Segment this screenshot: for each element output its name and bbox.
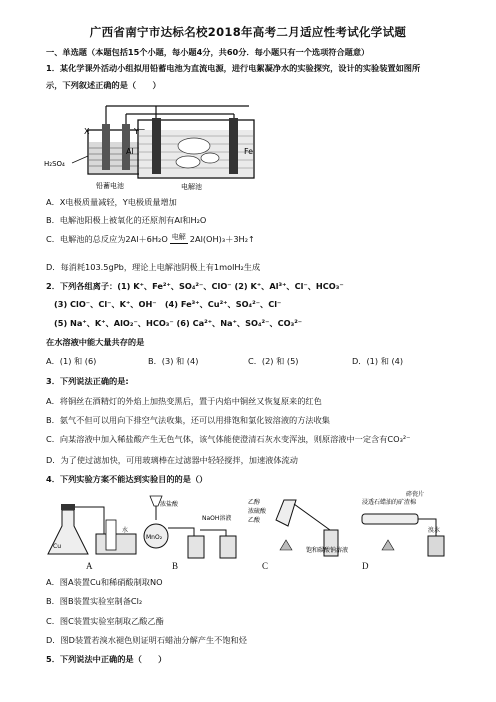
conc-h2so4-label: 浓硫酸 — [248, 508, 267, 515]
q2-ions-line2: (3) ClO⁻、Cl⁻、K⁺、OH⁻ (4) Fe³⁺、Cu²⁺、SO₄²⁻、Cl⁻ — [54, 299, 282, 309]
conc-hcl-label: 浓盐酸 — [160, 501, 179, 508]
porcelain-label: 碎瓷片 — [406, 491, 425, 498]
acetic-label: 乙酸 — [248, 517, 261, 524]
q2-ions-line1: 2．下列各组离子：(1) K⁺、Fe²⁺、SO₄²⁻、ClO⁻ (2) K⁺、Al³⁺、Cl⁻、HCO₃⁻ — [46, 281, 344, 291]
q1-stem-line1: 1．某化学课外活动小组拟用铅蓄电池为直流电源，进行电絮凝净水的实验探究，设计的实验装置如图所 — [46, 63, 421, 73]
page-title: 广西省南宁市达标名校2018年高考二月适应性考试化学试题 — [89, 25, 407, 39]
electrolytic-cell-caption: 电解池 — [181, 183, 202, 191]
fe-electrode-label: Fe — [244, 147, 254, 156]
q4-apparatus-figure — [44, 490, 454, 570]
mno2-label: MnO₂ — [146, 534, 163, 541]
q1-stem-line2: 示，下列叙述正确的是（ ） — [46, 80, 161, 90]
q2-ions-line3: (5) Na⁺、K⁺、AlO₂⁻、HCO₃⁻ (6) Ca²⁺、Na⁺、SO₄²⁻、CO₃²⁻ — [54, 318, 303, 328]
electrolytic-cell-figure — [126, 96, 266, 192]
naoh-label: NaOH溶液 — [202, 515, 232, 522]
figure-caption-d: D — [362, 561, 369, 571]
al-electrode-label: Al — [126, 147, 134, 156]
q2-option-b: B．(3) 和 (4) — [148, 356, 199, 366]
cu-label: Cu — [53, 543, 61, 550]
q3-option-d: D．为了使过滤加快，可用玻璃棒在过滤器中轻轻搅拌，加速液体流动 — [46, 455, 298, 465]
x-electrode-label: X — [84, 127, 90, 136]
section-heading: 一、单选题（本题包括15个小题，每小题4分，共60分．每小题只有一个选项符合题意） — [46, 47, 370, 57]
q1-option-d: D．每消耗103.5gPb，理论上电解池阴极上有1molH₂生成 — [46, 262, 261, 272]
q1-option-c-suffix: 2Al(OH)₃＋3H₂↑ — [189, 234, 255, 244]
y-electrode-label: Y — [134, 127, 139, 136]
q2-option-d: D．(1) 和 (4) — [352, 356, 404, 366]
q2-prompt: 在水溶液中能大量共存的是 — [46, 337, 145, 347]
q2-option-c: C．(2) 和 (5) — [248, 356, 299, 366]
q3-stem: 3．下列说法正确的是: — [46, 376, 129, 386]
h2so4-label: H₂SO₄ — [44, 160, 65, 168]
sat-na2co3-label: 饱和碳酸钠溶液 — [306, 547, 349, 554]
bromine-water-label: 溴水 — [428, 527, 441, 534]
q3-option-b: B．氨气不但可以用向下排空气法收集，还可以用排饱和氯化铵溶液的方法收集 — [46, 415, 330, 425]
q3-option-c: C．向某溶液中加入稀盐酸产生无色气体，该气体能使澄清石灰水变浑浊，则原溶液中一定含有CO₃²⁻ — [46, 434, 411, 444]
q4-option-a: A．图A装置Cu和稀硝酸制取NO — [46, 577, 163, 587]
figure-caption-b: B — [172, 561, 179, 571]
ethanol-label: 乙醇 — [248, 499, 261, 506]
lead-battery-caption: 铅蓄电池 — [96, 182, 124, 190]
q4-stem: 4．下列实验方案不能达到实验目的的是（） — [46, 474, 208, 484]
q3-option-a: A．将铜丝在酒精灯的外焰上加热变黑后，置于内焰中铜丝又恢复原来的红色 — [46, 396, 322, 406]
q1-option-c-prefix: C．电解池的总反应为2Al＋6H₂O — [46, 234, 168, 244]
q5-stem: 5．下列说法中正确的是（ ） — [46, 654, 167, 664]
q4-option-c: C．图C装置实验室制取乙酸乙酯 — [46, 616, 164, 626]
q1-option-b: B．电解池阳极上被氧化的还原剂有Al和H₂O — [46, 215, 207, 225]
paraffin-label: 浸透石蜡油的矿渣棉 — [362, 499, 417, 506]
q2-option-a: A．(1) 和 (6) — [46, 356, 97, 366]
figure-caption-a: A — [86, 561, 93, 571]
q1-option-c — [46, 234, 255, 247]
q1-option-a: A．X电极质量减轻，Y电极质量增加 — [46, 197, 177, 207]
q4-option-d: D．图D装置若溴水褪色则证明石蜡油分解产生不饱和烃 — [46, 635, 247, 645]
figure-caption-c: C — [262, 561, 269, 571]
q4-option-b: B．图B装置实验室制备Cl₂ — [46, 596, 143, 606]
electrolysis-condition: 电解 — [170, 232, 188, 244]
water-label: 水 — [122, 527, 129, 534]
